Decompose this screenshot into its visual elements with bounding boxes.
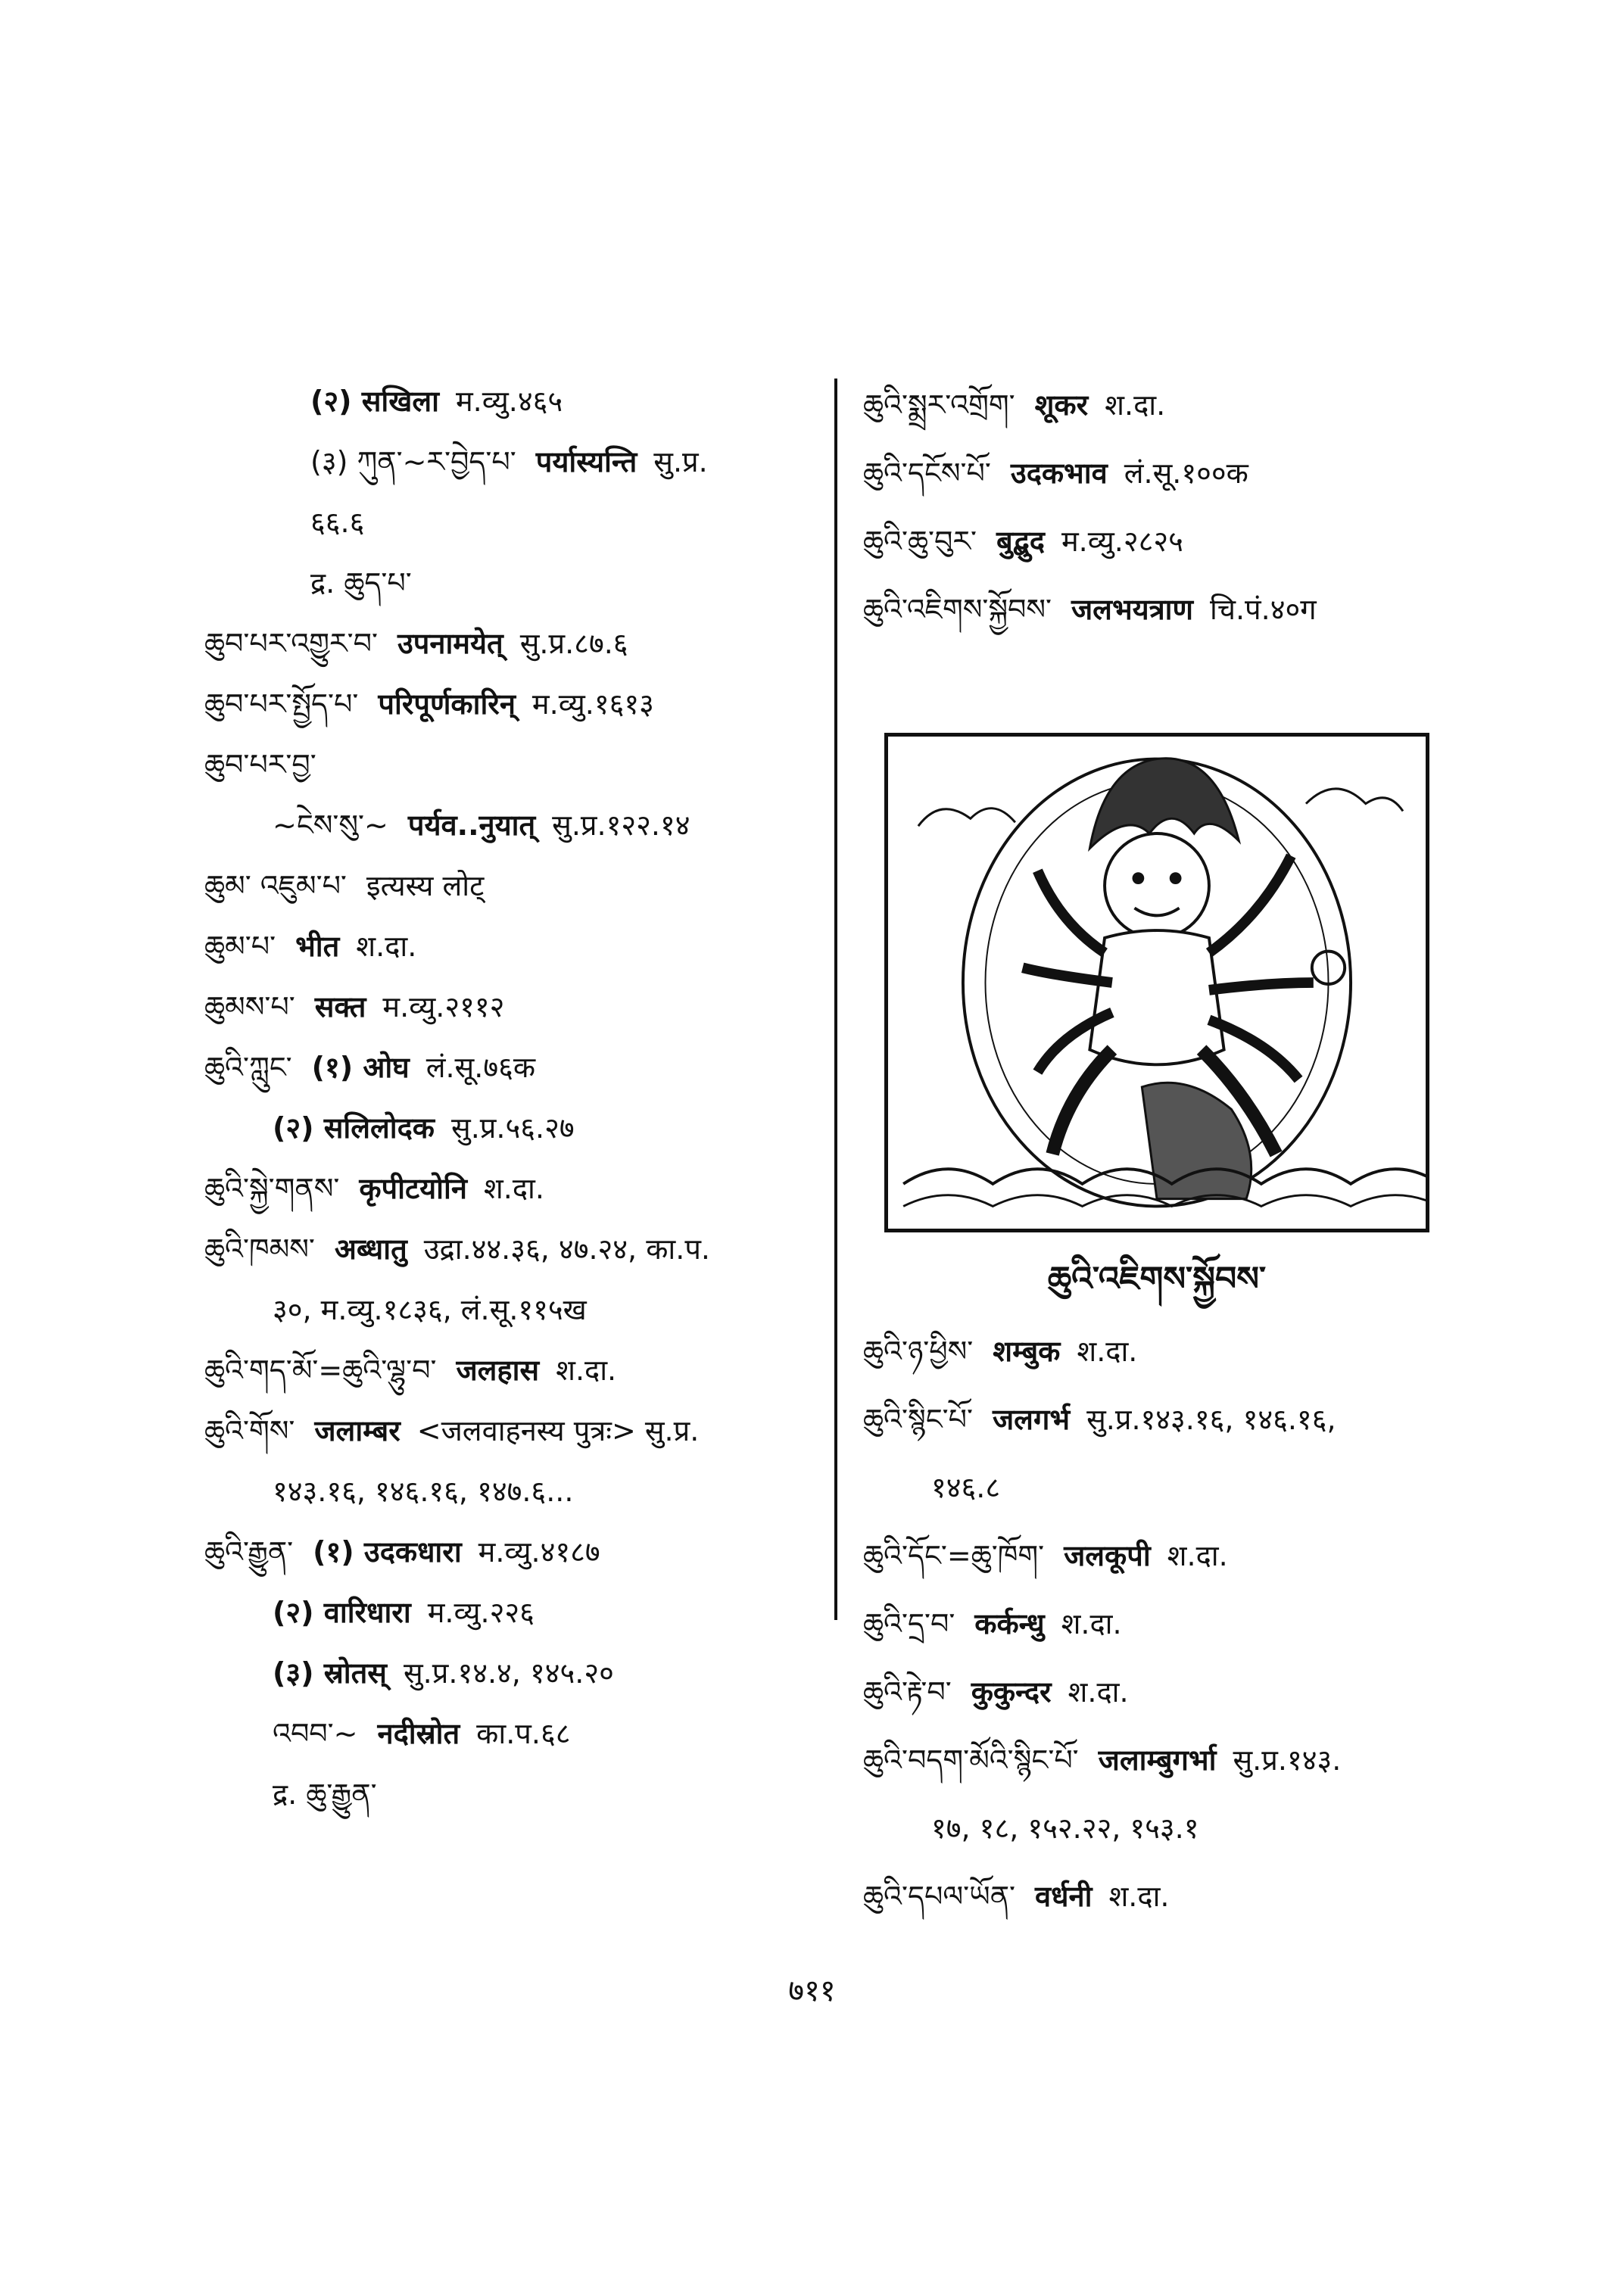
dictionary-entry <box>204 977 818 1037</box>
tibetan-headword: ཆུའི་ཆུ་བུར་ <box>863 525 977 558</box>
dictionary-entry <box>863 1590 1484 1658</box>
figure-caption: ཆུའི་འཇིགས་སྐྱོབས་ <box>1047 1260 1267 1298</box>
sanskrit-equivalent: उदकभाव <box>1010 456 1108 490</box>
sanskrit-equivalent: (३) स्रोतस् <box>273 1656 387 1690</box>
sanskrit-equivalent: (१) ओघ <box>311 1051 410 1084</box>
dictionary-entry <box>204 1703 818 1764</box>
tibetan-headword: ཆུའི་རྒྱུན་ <box>204 1535 294 1569</box>
source-reference: ६६.६ <box>310 506 365 539</box>
dictionary-entry <box>204 613 818 674</box>
source-reference: म.व्यु.२२६ <box>427 1596 535 1629</box>
sanskrit-equivalent: पर्यव..नुयात् <box>407 808 536 842</box>
tibetan-headword: ཆུའི་སྙིང་པོ་ <box>863 1403 973 1436</box>
source-reference: श.दा. <box>483 1172 544 1205</box>
column-divider <box>834 379 837 1620</box>
source-reference: द्र. ཆུ་རྒྱུན་ <box>273 1777 377 1811</box>
source-reference: का.प.६८ <box>476 1717 571 1750</box>
source-reference: चि.पं.४०ग <box>1210 593 1317 626</box>
source-reference: श.दा. <box>556 1354 617 1387</box>
tibetan-headword: ཆུབ་པར་སྤྱོད་པ་ <box>204 687 359 721</box>
source-reference: सु.प्र.५६.२७ <box>451 1111 575 1145</box>
source-reference: लं.सू.७६क <box>425 1051 536 1084</box>
source-reference: श.दा. <box>1068 1675 1129 1709</box>
source-reference: उद्रा.४४.३६, ४७.२४, का.प. <box>423 1232 710 1266</box>
source-reference: म.व्यु.१६१३ <box>531 687 654 721</box>
tibetan-headword: ཆུམ་པ་ <box>204 930 276 963</box>
source-reference: सु.प्र.१४.४, १४५.२० <box>403 1656 614 1690</box>
dictionary-entry <box>204 1522 818 1582</box>
source-reference: श.दा. <box>1108 1880 1170 1913</box>
source-reference: सु.प्र.१४३. <box>1233 1743 1342 1777</box>
sanskrit-equivalent: (१) उदकधारा <box>313 1535 462 1569</box>
left-column <box>204 371 818 1824</box>
dictionary-entry <box>204 371 818 431</box>
dictionary-entry <box>863 1317 1484 1385</box>
dictionary-entry <box>863 1658 1484 1726</box>
source-reference: श.दा. <box>1061 1607 1122 1640</box>
tibetan-headword: ཆུའི་འཇིགས་སྐྱོབས་ <box>863 593 1052 626</box>
tibetan-headword: ཆུའི་ཉ་ཕྱིས་ <box>863 1335 974 1368</box>
sanskrit-equivalent: जलभयत्राण <box>1071 593 1193 626</box>
tibetan-headword: ཆུའི་གད་མོ་=ཆུའི་ལྷུ་བ་ <box>204 1354 437 1387</box>
sanskrit-equivalent: पर्यास्यन्ति <box>535 445 637 478</box>
source-reference: म.व्यु.४६५ <box>455 385 563 418</box>
dictionary-entry <box>204 1098 818 1158</box>
source-reference: श.दा. <box>1077 1335 1138 1368</box>
dictionary-entry <box>863 1453 1484 1522</box>
dictionary-entry <box>204 734 818 795</box>
dictionary-entry <box>204 1279 818 1340</box>
source-reference: सु.प्र.१२२.१४ <box>552 808 690 842</box>
source-reference: १४६.८ <box>931 1471 1001 1504</box>
dictionary-entry <box>863 439 1484 507</box>
sanskrit-equivalent: (२) सलिलोदक <box>273 1111 435 1145</box>
right-column-bottom <box>863 1317 1484 1930</box>
source-reference: ३०, म.व्यु.१८३६, लं.सू.११५ख <box>273 1293 587 1326</box>
tibetan-headword: འབབ་~ <box>273 1717 358 1750</box>
dictionary-entry <box>204 1340 818 1400</box>
page-number: ७११ <box>788 1974 836 2008</box>
sanskrit-equivalent: शम्बुक <box>993 1335 1061 1368</box>
sanskrit-equivalent: सक्त <box>314 990 366 1023</box>
sanskrit-equivalent: बुद्बुद <box>996 525 1045 558</box>
tibetan-headword: ཆུའི་དཔལ་ཡོན་ <box>863 1880 1016 1913</box>
tibetan-headword: ཆུའི་དོང་=ཆུ་ཁོག་ <box>863 1539 1045 1572</box>
dictionary-entry <box>204 1582 818 1643</box>
source-reference: श.दा. <box>1105 388 1166 422</box>
tibetan-headword: ཆུའི་དྲ་བ་ <box>863 1607 955 1640</box>
sanskrit-equivalent: जलाम्बर <box>314 1414 401 1447</box>
source-reference: श.दा. <box>1167 1539 1228 1572</box>
tibetan-headword: ~ངེས་སུ་~ <box>273 808 388 842</box>
dictionary-entry <box>863 1385 1484 1453</box>
right-column-top <box>863 371 1484 643</box>
source-reference: १४३.१६, १४६.१६, १४७.६... <box>273 1475 574 1508</box>
sanskrit-equivalent: जलाम्बुगर्भा <box>1098 1743 1217 1777</box>
source-reference: श.दा. <box>356 930 417 963</box>
tibetan-headword: (३) ཀུན་~ར་བྱེད་པ་ <box>310 445 516 478</box>
tibetan-headword: ཆུབ་པར་འགྱུར་བ་ <box>204 627 378 660</box>
dictionary-entry <box>863 1522 1484 1590</box>
sanskrit-equivalent: जलगर्भ <box>992 1403 1071 1436</box>
tibetan-headword: ཆུམས་པ་ <box>204 990 295 1023</box>
dictionary-entry <box>204 1643 818 1703</box>
sanskrit-equivalent: अब्धातु <box>334 1232 407 1266</box>
dictionary-entry <box>204 855 818 916</box>
source-reference: द्र. ཆུད་པ་ <box>310 566 412 600</box>
tibetan-headword: ཆུའི་ཀླུང་ <box>204 1051 292 1084</box>
sanskrit-equivalent: शूकर <box>1034 388 1089 422</box>
sanskrit-equivalent: कृपीटयोनि <box>359 1172 467 1205</box>
tibetan-headword: ཆུའི་གོས་ <box>204 1414 295 1447</box>
tibetan-headword: ཆུའི་སྨྲར་འགྲོག་ <box>863 388 1015 422</box>
tibetan-headword: ཆུའི་དངོས་པོ་ <box>863 456 991 490</box>
tibetan-headword: ཆུབ་པར་བྱ་ <box>204 748 316 781</box>
dictionary-entry <box>204 1400 818 1461</box>
sanskrit-equivalent: कर्कन्धु <box>974 1607 1045 1640</box>
source-reference: लं.सू.१००क <box>1124 456 1248 490</box>
sanskrit-equivalent: (२) सखिला <box>310 385 439 418</box>
dictionary-entry <box>204 916 818 977</box>
source-reference: <जलवाहनस्य पुत्रः> सु.प्र. <box>416 1414 700 1447</box>
sanskrit-equivalent: (२) वारिधारा <box>273 1596 411 1629</box>
dictionary-entry <box>863 507 1484 575</box>
sanskrit-equivalent: जलहास <box>456 1354 540 1387</box>
source-reference: म.व्यु.४१८७ <box>478 1535 600 1569</box>
dictionary-entry <box>204 1461 818 1522</box>
sanskrit-equivalent: उपनामयेत् <box>397 627 503 660</box>
sanskrit-equivalent: भीत <box>295 930 340 963</box>
dictionary-entry <box>204 492 818 553</box>
dictionary-entry <box>204 1037 818 1098</box>
tibetan-headword: ཆུའི་རྟེ་བ་ <box>863 1675 952 1709</box>
dictionary-entry <box>204 553 818 613</box>
sanskrit-equivalent: नदीस्रोत <box>377 1717 460 1750</box>
source-reference: सु.प्र.१४३.१६, १४६.१६, <box>1086 1403 1336 1436</box>
dictionary-entry <box>204 431 818 492</box>
source-reference: म.व्यु.२८२५ <box>1061 525 1183 558</box>
dictionary-entry <box>863 1794 1484 1862</box>
sanskrit-equivalent: कुकुन्दर <box>971 1675 1052 1709</box>
tibetan-headword: ཆུའི་བདག་མོའི་སྙིང་པོ་ <box>863 1743 1079 1777</box>
sanskrit-equivalent: परिपूर्णकारिन् <box>378 687 516 721</box>
dictionary-entry <box>204 1219 818 1279</box>
deity-illustration <box>884 733 1429 1232</box>
dictionary-entry <box>863 575 1484 643</box>
source-reference: १७, १८, १५२.२२, १५३.१ <box>931 1812 1199 1845</box>
dictionary-entry <box>863 371 1484 439</box>
deity-woodcut-image <box>888 737 1426 1229</box>
dictionary-entry <box>204 1158 818 1219</box>
dictionary-entry <box>204 795 818 855</box>
sanskrit-equivalent: वर्धनी <box>1035 1880 1093 1913</box>
source-reference: सु.प्र. <box>653 445 708 478</box>
tibetan-headword: ཆུའི་ཁམས་ <box>204 1232 315 1266</box>
tibetan-headword: ཆུམ་ འཇུམ་པ་ <box>204 869 347 902</box>
dictionary-entry <box>204 1764 818 1824</box>
source-reference: म.व्यु.२११२ <box>382 990 505 1023</box>
source-reference: इत्यस्य लोट् <box>366 869 485 902</box>
tibetan-headword: ཆུའི་སྐྱེ་གནས་ <box>204 1172 340 1205</box>
dictionary-entry <box>863 1726 1484 1794</box>
sanskrit-equivalent: जलकूपी <box>1064 1539 1151 1572</box>
dictionary-entry <box>204 674 818 734</box>
source-reference: सु.प्र.८७.६ <box>519 627 628 660</box>
dictionary-entry <box>863 1862 1484 1930</box>
